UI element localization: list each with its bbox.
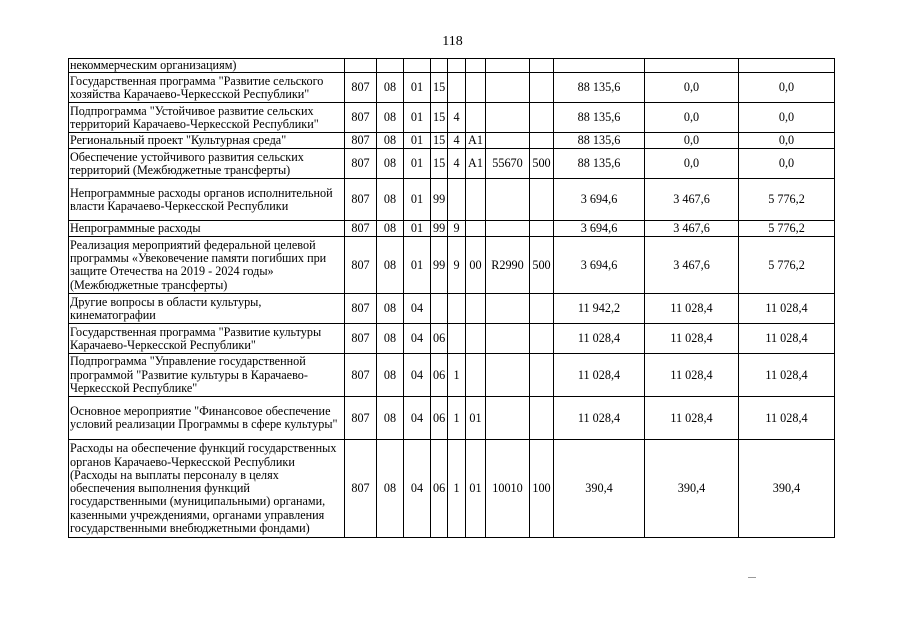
cell-ministry: 807: [345, 397, 377, 440]
cell-program: 06: [431, 397, 448, 440]
cell-ministry: 807: [345, 133, 377, 149]
table-row: [69, 59, 835, 73]
cell-event: [466, 103, 486, 133]
cell-section: 08: [377, 440, 404, 538]
cell-expense-type: [530, 73, 554, 103]
cell-subsection: 04: [404, 440, 431, 538]
cell-subprogram: 9: [448, 237, 466, 294]
cell-event: 00: [466, 237, 486, 294]
cell-subsection: 01: [404, 221, 431, 237]
cell-direction: [486, 324, 530, 354]
table-row: [69, 103, 835, 133]
cell-amount-1: 88 135,6: [554, 149, 645, 179]
table-row: [69, 397, 835, 440]
cell-expense-type: [530, 397, 554, 440]
row-name: Другие вопросы в области культуры, кинематографии: [69, 294, 345, 324]
cell-program: 06: [431, 324, 448, 354]
cell-direction: [486, 103, 530, 133]
cell-amount-1: 88 135,6: [554, 133, 645, 149]
cell-subsection: 01: [404, 179, 431, 221]
cell-amount-1: 88 135,6: [554, 103, 645, 133]
cell-ministry: 807: [345, 103, 377, 133]
page-number: 118: [442, 34, 463, 49]
cell-expense-type: 500: [530, 237, 554, 294]
cell-program: 06: [431, 440, 448, 538]
cell-subprogram: 4: [448, 133, 466, 149]
row-name: Государственная программа "Развитие сельского хозяйства Карачаево-Черкесской Республики": [69, 73, 345, 103]
cell-direction: [486, 179, 530, 221]
cell-expense-type: [530, 324, 554, 354]
cell-section: 08: [377, 237, 404, 294]
table-row: [69, 73, 835, 103]
cell-subprogram: 4: [448, 103, 466, 133]
cell-section: 08: [377, 179, 404, 221]
cell-amount-2: 0,0: [645, 133, 739, 149]
cell-event: [466, 324, 486, 354]
cell-amount-2: 11 028,4: [645, 397, 739, 440]
cell-amount-1: 11 028,4: [554, 397, 645, 440]
cell-amount-3: 0,0: [739, 133, 835, 149]
cell-expense-type: [530, 179, 554, 221]
cell-event: 01: [466, 440, 486, 538]
cell-amount-2: 11 028,4: [645, 324, 739, 354]
cell-amount-2: 390,4: [645, 440, 739, 538]
cell-subsection: 01: [404, 237, 431, 294]
cell-amount-2: 3 467,6: [645, 237, 739, 294]
cell-direction: [486, 73, 530, 103]
cell-amount-3: 390,4: [739, 440, 835, 538]
cell-section: 08: [377, 397, 404, 440]
cell-section: 08: [377, 103, 404, 133]
cell-subprogram: [448, 179, 466, 221]
cell-event: A1: [466, 149, 486, 179]
cell-amount-3: 11 028,4: [739, 324, 835, 354]
cell-direction: [486, 221, 530, 237]
cell-expense-type: [530, 133, 554, 149]
cell-subprogram: 1: [448, 397, 466, 440]
cell-subprogram: [448, 324, 466, 354]
row-name: Региональный проект "Культурная среда": [69, 133, 345, 149]
cell-event: [466, 73, 486, 103]
table-row: [69, 324, 835, 354]
cell-subprogram: 4: [448, 149, 466, 179]
cell-event: A1: [466, 133, 486, 149]
budget-table: [68, 58, 835, 538]
cell-program: 06: [431, 354, 448, 397]
cell-amount-2: 11 028,4: [645, 354, 739, 397]
cell-subsection: 01: [404, 103, 431, 133]
row-name: некоммерческим организациям): [69, 59, 345, 73]
cell-direction: 10010: [486, 440, 530, 538]
cell-amount-3: 11 028,4: [739, 294, 835, 324]
table-row: [69, 221, 835, 237]
cell-event: [466, 221, 486, 237]
cell-subsection: 04: [404, 324, 431, 354]
cell-amount-1: 3 694,6: [554, 221, 645, 237]
cell-amount-3: 5 776,2: [739, 237, 835, 294]
table-row: [69, 179, 835, 221]
row-name: Основное мероприятие "Финансовое обеспечение условий реализации Программы в сфере культуры": [69, 397, 345, 440]
table-row: [69, 354, 835, 397]
table-row: [69, 133, 835, 149]
cell-ministry: 807: [345, 354, 377, 397]
cell-subsection: 04: [404, 397, 431, 440]
cell-section: 08: [377, 73, 404, 103]
cell-ministry: 807: [345, 440, 377, 538]
cell-direction: [486, 354, 530, 397]
cell-ministry: 807: [345, 237, 377, 294]
cell-subsection: 01: [404, 73, 431, 103]
cell-subsection: 01: [404, 133, 431, 149]
cell-event: [466, 179, 486, 221]
cell-amount-3: 11 028,4: [739, 354, 835, 397]
cell-amount-3: 11 028,4: [739, 397, 835, 440]
cell-amount-3: 0,0: [739, 149, 835, 179]
cell-subprogram: [448, 294, 466, 324]
row-name: Подпрограмма "Устойчивое развитие сельских территорий Карачаево-Черкесской Республики": [69, 103, 345, 133]
cell-program: 99: [431, 221, 448, 237]
cell-direction: [486, 133, 530, 149]
cell-amount-1: 11 028,4: [554, 354, 645, 397]
row-name: Подпрограмма "Управление государственной программой "Развитие культуры в Карачаево-Черкесской Республике": [69, 354, 345, 397]
cell-amount-2: 0,0: [645, 73, 739, 103]
row-name: Непрограммные расходы органов исполнительной власти Карачаево-Черкесской Республики: [69, 179, 345, 221]
cell-expense-type: 500: [530, 149, 554, 179]
cell-program: 15: [431, 73, 448, 103]
cell-amount-3: 0,0: [739, 73, 835, 103]
cell-section: 08: [377, 221, 404, 237]
cell-amount-1: 3 694,6: [554, 237, 645, 294]
cell-program: [431, 294, 448, 324]
cell-ministry: 807: [345, 221, 377, 237]
cell-direction: [486, 397, 530, 440]
row-name: Реализация мероприятий федеральной целевой программы «Увековечение памяти погибших при защите Отечества на 2019 - 2024 годы» (Межбюджетные трансферты): [69, 237, 345, 294]
cell-program: 99: [431, 179, 448, 221]
cell-amount-3: 5 776,2: [739, 179, 835, 221]
cell-amount-1: 11 942,2: [554, 294, 645, 324]
table-row: [69, 149, 835, 179]
cell-subprogram: [448, 73, 466, 103]
row-name: Непрограммные расходы: [69, 221, 345, 237]
cell-section: 08: [377, 149, 404, 179]
cell-amount-3: 0,0: [739, 103, 835, 133]
cell-section: 08: [377, 294, 404, 324]
cell-ministry: 807: [345, 324, 377, 354]
table-row: [69, 294, 835, 324]
cell-expense-type: [530, 103, 554, 133]
cell-section: 08: [377, 133, 404, 149]
cell-amount-3: 5 776,2: [739, 221, 835, 237]
cell-subprogram: 1: [448, 354, 466, 397]
cell-amount-2: 0,0: [645, 103, 739, 133]
row-name: Обеспечение устойчивого развития сельских территорий (Межбюджетные трансферты): [69, 149, 345, 179]
cell-subsection: 01: [404, 149, 431, 179]
cell-direction: 55670: [486, 149, 530, 179]
cell-expense-type: [530, 294, 554, 324]
cell-program: 15: [431, 103, 448, 133]
cell-event: [466, 354, 486, 397]
cell-ministry: 807: [345, 73, 377, 103]
cell-direction: [486, 294, 530, 324]
cell-section: 08: [377, 354, 404, 397]
cell-subprogram: 1: [448, 440, 466, 538]
cell-expense-type: [530, 221, 554, 237]
cell-amount-1: 390,4: [554, 440, 645, 538]
scan-artifact: [748, 577, 756, 578]
table-row: [69, 237, 835, 294]
cell-direction: R2990: [486, 237, 530, 294]
cell-subsection: 04: [404, 294, 431, 324]
cell-ministry: 807: [345, 294, 377, 324]
cell-subprogram: 9: [448, 221, 466, 237]
cell-amount-1: 11 028,4: [554, 324, 645, 354]
row-name: Государственная программа "Развитие культуры Карачаево-Черкесской Республики": [69, 324, 345, 354]
cell-event: [466, 294, 486, 324]
cell-program: 15: [431, 133, 448, 149]
cell-amount-1: 3 694,6: [554, 179, 645, 221]
table-row: [69, 440, 835, 538]
cell-event: 01: [466, 397, 486, 440]
cell-program: 15: [431, 149, 448, 179]
cell-subsection: 04: [404, 354, 431, 397]
cell-amount-2: 11 028,4: [645, 294, 739, 324]
cell-amount-2: 3 467,6: [645, 179, 739, 221]
cell-amount-2: 0,0: [645, 149, 739, 179]
cell-amount-1: 88 135,6: [554, 73, 645, 103]
cell-program: 99: [431, 237, 448, 294]
cell-ministry: 807: [345, 149, 377, 179]
cell-expense-type: [530, 354, 554, 397]
cell-expense-type: 100: [530, 440, 554, 538]
row-name: Расходы на обеспечение функций государственных органов Карачаево-Черкесской Республики (Расходы на выплаты персоналу в целях обеспечения выполнения функций государственными (муниципальными) органами, казенными учреждениями, органами управления государственными внебюджетными фондами): [69, 440, 345, 538]
cell-ministry: 807: [345, 179, 377, 221]
cell-amount-2: 3 467,6: [645, 221, 739, 237]
cell-section: 08: [377, 324, 404, 354]
